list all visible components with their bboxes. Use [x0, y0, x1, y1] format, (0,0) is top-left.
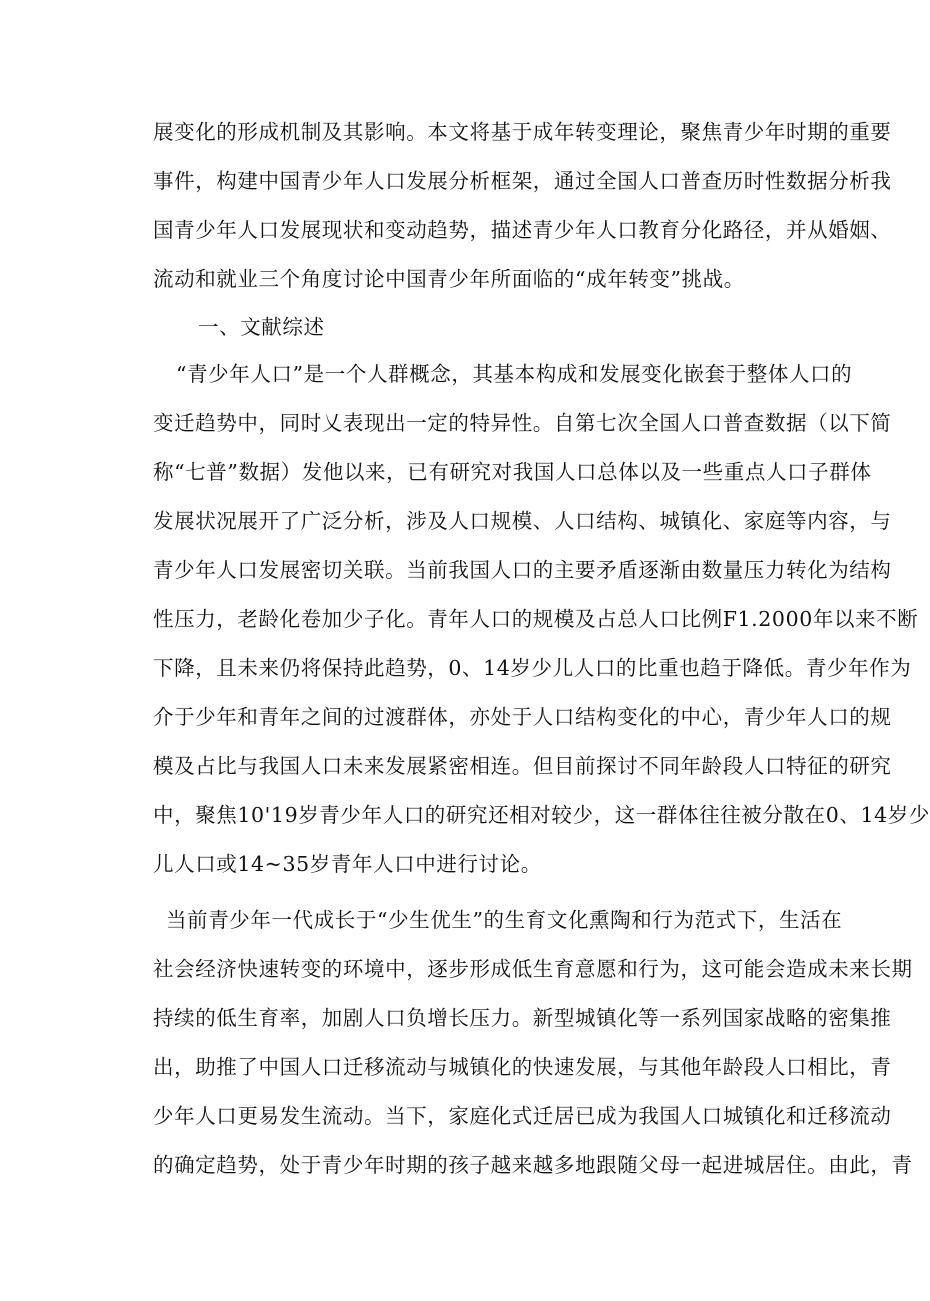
text-line: 持续的低生育率，加剧人口负增长压力。新型城镇化等一系列国家战略的密集推 [153, 1006, 892, 1030]
section-heading: 一、文献综述 [198, 315, 325, 339]
text-line: 国青少年人口发展现状和变动趋势，描述青少年人口教育分化路径，并从婚姻、 [153, 218, 892, 242]
text-line: 发展状况展开了广泛分析，涉及人口规模、人口结构、城镇化、家庭等内容，与 [153, 509, 892, 533]
text-line: 模及占比与我国人口未来发展紧密相连。但目前探讨不同年龄段人口特征的研究 [153, 754, 892, 778]
text-line: 的确定趋势，处于青少年时期的孩子越来越多地跟随父母一起进城居住。由此，青 [153, 1153, 913, 1177]
text-line: 青少年人口发展密切关联。当前我国人口的主要矛盾逐渐由数量压力转化为结构 [153, 558, 892, 582]
text-line: 儿人口或14~35岁青年人口中进行讨论。 [153, 852, 542, 876]
text-line: 性压力，老龄化卷加少子化。青年人口的规模及占总人口比例F1.2000年以来不断 [153, 607, 919, 631]
text-line: 流动和就业三个角度讨论中国青少年所面临的“成年转变”挑战。 [153, 267, 745, 291]
text-line: 社会经济快速转变的环境中，逐步形成低生育意愿和行为，这可能会造成未来长期 [153, 957, 913, 981]
text-line: 展变化的形成机制及其影响。本文将基于成年转变理论，聚焦青少年时期的重要 [153, 120, 892, 144]
text-line: 少年人口更易发生流动。当下，家庭化式迁居已成为我国人口城镇化和迁移流动 [153, 1104, 892, 1128]
text-line: 变迁趋势中，同时乂表现出一定的特异性。自第七次全国人口普查数据（以下简 [153, 411, 892, 435]
text-line: “青少年人口”是一个人群概念，其基本构成和发展变化嵌套于整体人口的 [176, 362, 853, 386]
text-line: 当前青少年一代成长于“少生优生”的生育文化熏陶和行为范式下，生活在 [166, 908, 843, 932]
text-line: 出，助推了中国人口迁移流动与城镇化的快速发展，与其他年龄段人口相比，青 [153, 1055, 892, 1079]
text-line: 中，聚焦10'19岁青少年人口的研究还相对较少，这一群体往往被分散在0、14岁少 [153, 803, 930, 827]
text-line: 下降，且未来仍将保持此趋势，0、14岁少儿人口的比重也趋于降低。青少年作为 [153, 656, 912, 680]
text-line: 介于少年和青年之间的过渡群体，亦处于人口结构变化的中心，青少年人口的规 [153, 705, 892, 729]
text-line: 事件，构建中国青少年人口发展分析框架，通过全国人口普查历时性数据分析我 [153, 169, 892, 193]
text-line: 称“七普”数据）发他以来，已有研究对我国人口总体以及一些重点人口子群体 [153, 460, 872, 484]
